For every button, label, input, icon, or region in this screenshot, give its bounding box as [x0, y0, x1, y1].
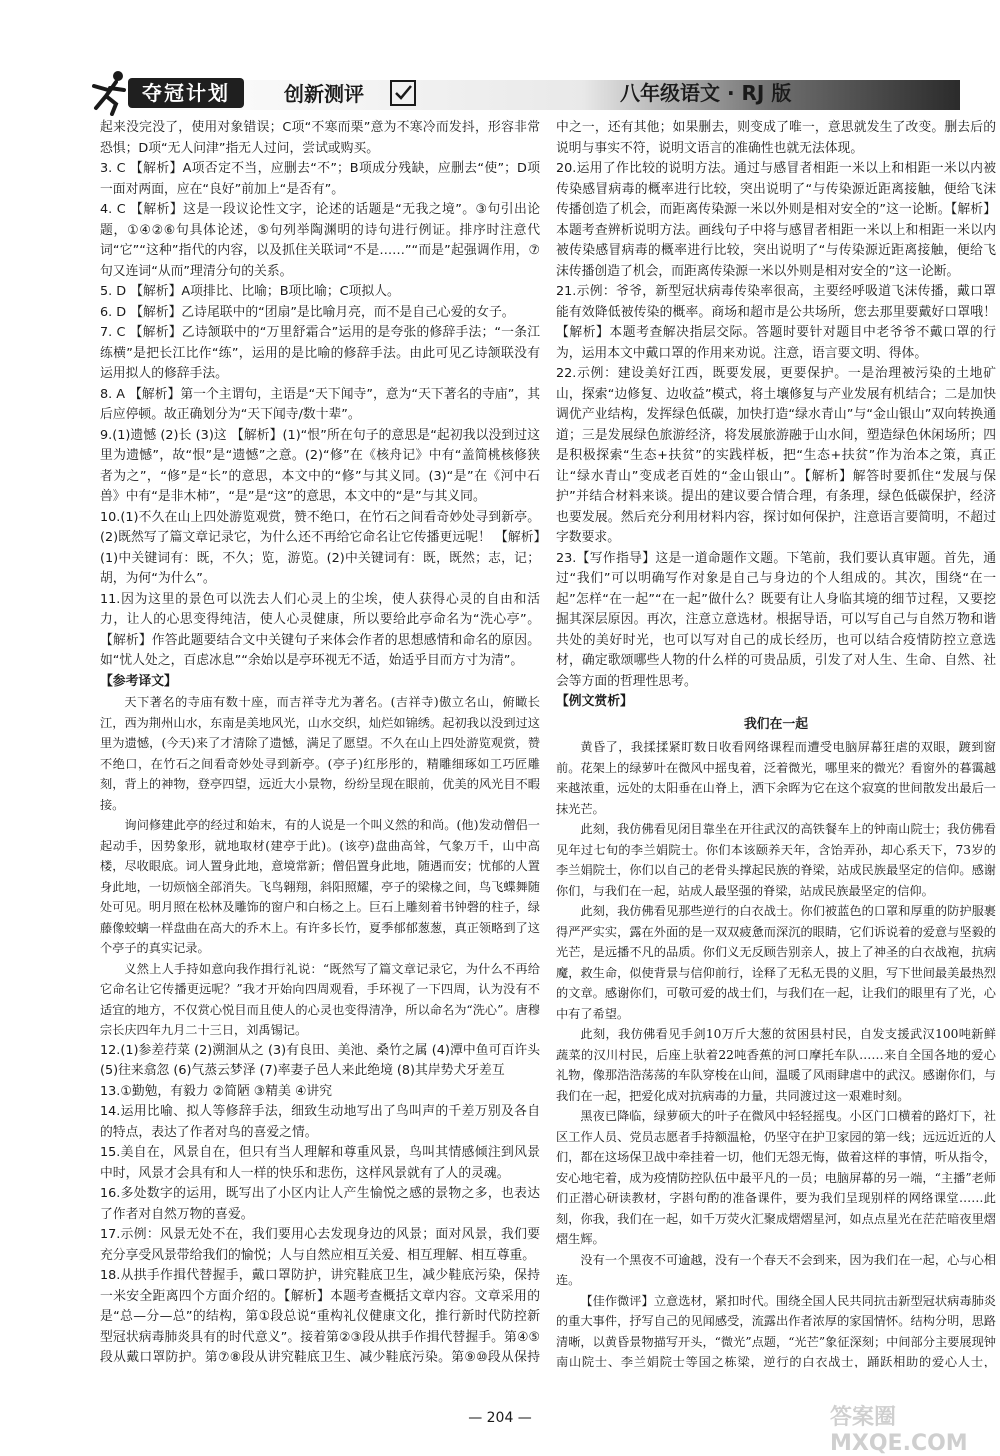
essay-title: 我们在一起 [744, 716, 808, 732]
header-gradient-band [120, 80, 960, 110]
series-subtitle: 创新测评 [284, 82, 364, 106]
answer-11: 11.因为这里的景色可以洗去人们心灵上的尘埃，使人获得心灵的自由和活力，让人的心思变得纯洁，使人心灵健康，所以要给此亭命名为“洗心亭”。【解析】作答此题要结合文中关键句子来体会作者的思想感情和命名的原因。如“忧人处之，百虑冰息”“余始以是亭环视无不适，始适乎目而方寸为清”。 [100, 591, 540, 668]
check-icon [390, 80, 416, 106]
answer-15: 15.美自在，风景自在，但只有当人理解和尊重风景，鸟叫其情感倾注到风景中时，风景才会具有和人一样的快乐和悲伤，这样风景就有了人的灵魂。 [100, 1145, 540, 1181]
answer-9: 9.(1)遗憾 (2)长 (3)这 【解析】(1)“恨”所在句子的意思是“起初我以没到过这里为遗憾”，故“恨”是“遗憾”之意。(2)“修”在《核舟记》中有“盖简桃核修狭者为之”，“修”是“长”的意思，本文中的“修”与其义同。(3)“是”在《河中石兽》中有“是非木柿”，“是”是“这”的意思，本文中的“是”与其义同。 [100, 427, 540, 504]
answer-12: 12.(1)参差荇菜 (2)溯洄从之 (3)有良田、美池、桑竹之属 (4)潭中鱼可百许头 (5)往来翕忽 (6)气蒸云梦泽 (7)率妻子邑人来此绝境 (8)其岸势犬牙差互 [100, 1042, 540, 1078]
translation-paragraph: 天下著名的寺庙有数十座，而吉祥寺尤为著名。(吉祥寺)傲立名山，俯瞰长江，西为荆州山水，东南是美地风光，山水交织，灿烂如锦绣。起初我以没到过这里为遗憾，(今天)来了才清除了遗憾，满足了愿望。不久在山上四处游览观赏，赞不绝口，在竹石之间看奇妙处寻到新亭。(亭子)红彤彤的，精雕细琢如工巧匠雕刻，背上的神物，登亭四望，远近大小景物，纷纷呈现在眼前，优美的风光目不暇接。 [100, 695, 540, 812]
essay-review: 【佳作微评】立意选材，紧扣时代。围绕全国人民共同抗击新型冠状病毒肺炎的重大事件，抒写自己的见闻感受，流露出作者浓厚的家国情怀。结构分明，思路清晰，以黄昏景物描写开头，“微光”点题，“光芒”象征深刻；中间部分主要展现钟南山院士、李兰娟院士等国之栋梁，逆行的白衣战士，踊跃相助的爱心人士， [556, 1293, 996, 1368]
translation-paragraph: 义然上人手持如意向我作揖行礼说：“既然写了篇文章记录它，为什么不再给它命名让它传播更远呢？”我才开始向四周观看，手环视了一下四周，认为没有不适宜的地方，不仅赏心悦目而且使人的心灵也变得清净，所以命名为“洗心”。唐穆宗长庆四年九月二十三日，刘禹锡记。 [100, 961, 540, 1037]
left-column [100, 118, 540, 1368]
watermark-text: 答案圈 MXQE.COM [830, 1405, 968, 1456]
right-column [556, 118, 996, 1368]
example-essay-label: 【例文赏析】 [556, 694, 633, 709]
essay-paragraph: 黑夜已降临，绿萝硕大的叶子在微风中轻轻摇曳。小区门口横着的路灯下，社区工作人员、党员志愿者手持额温枪，仍坚守在护卫家园的第一线；远远近近的人们，都在这场保卫战中牵挂着一切，他们无怨无悔，做着这样的事情，听从指令，安心地宅着，成为疫情防控队伍中最平凡的一员；电脑屏幕的另一端，“主播”老师们正潜心研读教材，字斟句酌的准备课件，要为我们呈现别样的网络课堂……此刻，你我，我们在一起，如千万荧火汇聚成熠熠星河，如点点星光在茫茫暗夜里熠熠生辉。 [556, 1109, 996, 1246]
answer-18: 18.从拱手作揖代替握手，戴口罩防护，讲究鞋底卫生，减少鞋底污染，保持一米安全距离四个方面介绍的。【解析】本题考查概括文章内容。文章采用的是“总—分—总”的结构，第①段总说“重构礼仪健康文化，推行新时代防控新型冠状病毒肺炎具有的时代意义”。接着第②③段从拱手作揖代替握手。第④⑤段从戴口罩防护。第⑦⑧段从讲究鞋底卫生、减少鞋底污染。第⑨⑩段从保持 [100, 1268, 540, 1365]
answer-4: 4. C 【解析】这是一段议论性文字，论述的话题是“无我之境”。③句引出论题，①④②⑥句具体论述，⑤句列举陶渊明的诗句进行例证。排序时注意代词“它”“这种”指代的内容，以及抓住关联词“不是……”“而是”起强调作用，⑦句又连词“从而”理清分句的关系。 [100, 202, 540, 279]
reference-translation-label: 【参考译文】 [100, 673, 177, 689]
page-header [80, 66, 960, 120]
answer-10: 10.(1)不久在山上四处游览观赏，赞不绝口，在竹石之间看奇妙处寻到新亭。(2)既然写了篇文章记录它，为什么还不再给它命名让它传播更远呢！ 【解析】(1)中关键词有：既，不久；览，游览。(2)中关键词有：既，既然；志，记；胡，为何“为什么”。 [100, 509, 540, 586]
answer-17: 17.示例：风景无处不在，我们要用心去发现身边的风景；面对风景，我们要充分享受风景带给我们的愉悦；人与自然应相互关爱、相互理解、相互尊重。 [100, 1227, 540, 1263]
answer-22: 22.示例：建设美好江西，既要发展，更要保护。一是治理被污染的土地矿山，探索“边修复、边收益”模式，将土壤修复与产业发展有机结合；二是加快调优产业结构，发挥绿色低碳，加快打造“绿水青山”与“金山银山”双向转换通道；三是发展绿色旅游经济，将发展旅游融于山水间，塑造绿色休闲场所；四是积极探索“生态+扶贫”的实践样板，把“生态+扶贫”作为治本之策，真正让“绿水青山”变成老百姓的“金山银山”。【解析】解答时要抓住“发展与保护”并结合材料来谈。提出的建议要合情合理，有条理，绿色低碳保护，经济也要发展。然后充分利用材料内容，探讨如何保护，注意语言要简明，不超过字数要求。 [556, 366, 996, 545]
answer-23: 23.【写作指导】这是一道命题作文题。下笔前，我们要认真审题。首先，通过“我们”可以明确写作对象是自己与身边的个人组成的。其次，围绕“在一起”怎样“在一起”“在一起”做什么？既要有让人身临其境的细节过程，又要挖掘其深层原因。再次，注意立意选材。根据导语，可以写自己与自然万物和谐共处的美好时光，也可以写对自己的成长经历，也可以结合疫情防控立意选材，确定歌颂哪些人物的什么样的可贵品质，引发了对人生、生命、自然、社会等方面的哲理性思考。 [556, 550, 996, 689]
answer-20: 20.运用了作比较的说明方法。通过与感冒者相距一米以上和相距一米以内被传染感冒病毒的概率进行比较，突出说明了“与传染源近距离接触，便给飞沫传播创造了机会，而距离传染源一米以外则是相对安全的”这一论断。【解析】本题考查辨析说明方法。画线句子中将与感冒者相距一米以上和相距一米以内被传染感冒病毒的概率进行比较，突出说明了“与传染源近距离接触，便给飞沫传播创造了机会，而距离传染源一米以外则是相对安全的”这一论断。 [556, 161, 996, 279]
page-number: — 204 — [468, 1410, 532, 1426]
answer-intro: 起来没完没了，使用对象错误；C项“不寒而栗”意为不寒冷而发抖，形容非常恐惧；D项“无人问津”指无人过问，尝试或购买。 [100, 120, 540, 156]
answer-5: 5. D 【解析】A项排比、比喻；B项比喻；C项拟人。 [100, 284, 400, 299]
answer-14: 14.运用比喻、拟人等修辞手法，细致生动地写出了鸟叫声的千差万别及各自的特点，表达了作者对鸟的喜爱之情。 [100, 1104, 540, 1140]
watermark-logo [830, 1400, 990, 1456]
answer-19-continued: 中之一，还有其他；如果删去，则变成了唯一，意思就发生了改变。删去后的说明与事实不符，说明文语言的准确性也就无法体现。 [556, 120, 996, 156]
grade-edition: 八年级语文 · RJ 版 [620, 81, 792, 105]
answer-13: 13.①勤勉，有毅力 ②简陋 ③精美 ④讲究 [100, 1083, 333, 1099]
answer-16: 16.多处数字的运用，既写出了小区内让人产生愉悦之感的景物之多，也表达了作者对自然万物的喜爱。 [100, 1186, 540, 1222]
essay-paragraph: 此刻，我仿佛看见手剑10万斤大葱的贫困县村民，自发支援武汉100吨新鲜蔬菜的汉川村民，后座上驮着22吨香蕉的河口摩托车队……来自全国各地的爱心礼物，像那浩浩荡荡的车队穿梭在山间，温暖了风雨肆虐中的武汉。感谢你们，与我们在一起，把爱化成对抗病毒的力量，共同渡过这一艰难时刻。 [556, 1027, 996, 1103]
essay-paragraph: 黄昏了，我揉揉紧盯数日收看网络课程而遭受电脑屏幕狂虐的双眼，踱到窗前。花架上的绿萝叶在微风中摇曳着，泛着微光，哪里来的微光？看窗外的暮霭越来越浓重，远处的太阳垂在山脊上，洒下余晖为它在这个寂寞的世间散发出最后一抹光芒。 [556, 740, 996, 816]
answer-7: 7. C 【解析】乙诗颔联中的“万里舒霜合”运用的是夸张的修辞手法；“一条江练横”是把长江比作“练”，运用的是比喻的修辞手法。由此可见乙诗颔联没有运用拟人的修辞手法。 [100, 325, 540, 381]
essay-paragraph: 没有一个黑夜不可逾越，没有一个春天不会到来，因为我们在一起，心与心相连。 [556, 1252, 996, 1287]
brand-logo: 夺冠计划 [128, 78, 244, 108]
runner-logo-icon [88, 68, 132, 116]
answer-8: 8. A 【解析】第一个主谓句，主语是“天下闻寺”，意为“天下著名的寺庙”，其后应停顿。故正确划分为“天下闻寺/数十辈”。 [100, 386, 540, 422]
answer-21: 21.示例：爷爷，新型冠状病毒传染率很高，主要经呼吸道飞沫传播，戴口罩能有效降低被传染的概率。商场和超市是公共场所，您去那里要戴好口罩哦！【解析】本题考查解决指层交际。答题时要针对题目中老爷爷不戴口罩的行为，运用本文中戴口罩的作用来劝说。注意，语言要文明、得体。 [556, 284, 996, 361]
translation-paragraph: 询问修建此亭的经过和始末，有的人说是一个叫义然的和尚。(他)发动僧侣一起动手，因势象形，就地取材(建亭于此)。(该亭)盘曲高耸，气象万千，山中高楼，尽收眼底。词人置身此地，意境常新；僧侣置身此地，随遇而安；忧郁的人置身此地，一切烦恼全部消失。飞鸟翱翔，斜阳照耀，亭子的梁椽之间，鸟飞蝶舞随处可见。明月照在松林及雕饰的窗户和白杨之上。巨石上雕刻着书钟磬的柱子，绿藤像蛟螭一样盘曲在高大的乔木上。有许多长竹，夏季郁郁葱葱，真正领略到了这个亭子的真实记录。 [100, 818, 540, 955]
essay-paragraph: 此刻，我仿佛看见那些逆行的白衣战士。你们被蓝色的口罩和厚重的防护服裹得严严实实，露在外面的是一双双疲惫而深沉的眼睛，它们诉说着的爱意与坚毅的光芒，是远播不凡的品质。你们义无反顾告别亲人，披上了神圣的白衣战袍，抗病魔，救生命，似使背景与信仰前行，诠释了无私无畏的义胆，写下世间最美最热烈的文章。感谢你们，可敬可爱的战士们，与我们在一起，让我们的眼里有了光，心中有了希望。 [556, 904, 996, 1021]
answer-3: 3. C 【解析】A项否定不当，应删去“不”；B项成分残缺，应删去“使”；D项一面对两面，应在“良好”前加上“是否有”。 [100, 161, 540, 197]
answer-6: 6. D 【解析】乙诗尾联中的“团扇”是比喻月亮，而不是自己心爱的女子。 [100, 304, 515, 320]
essay-paragraph: 此刻，我仿佛看见闭目靠坐在开往武汉的高铁餐车上的钟南山院士；我仿佛看见年过七旬的李兰娟院士。你们本该颐养天年，含饴弄孙，却心系天下，73岁的李兰娟院士，你们以自己的老骨头撑起民族的脊梁，站成民族最坚定的信仰。感谢你们，与我们在一起，站成人最坚强的脊梁，站成民族最坚定的信仰。 [556, 822, 996, 898]
